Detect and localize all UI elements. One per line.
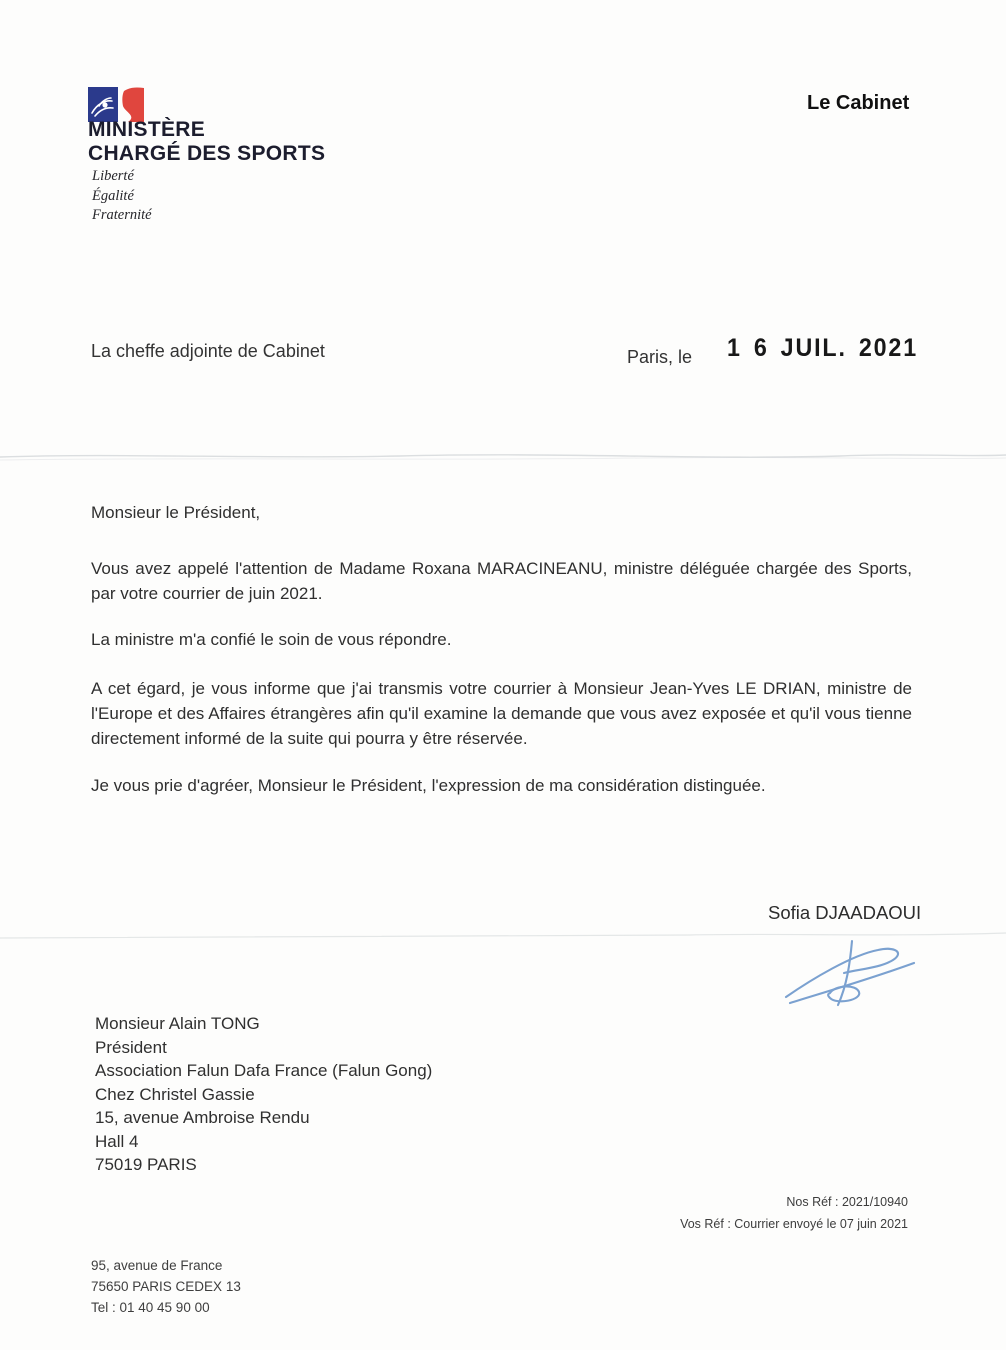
paragraph-2: La ministre m'a confié le soin de vous répondre. xyxy=(91,630,452,649)
date-stamp: 1 6 JUIL. 2021 xyxy=(727,334,919,362)
ministry-name-line2: CHARGÉ DES SPORTS xyxy=(88,142,326,165)
recipient-name: Monsieur Alain TONG xyxy=(95,1014,260,1033)
recipient-address xyxy=(95,1012,432,1177)
recipient-co: Chez Christel Gassie xyxy=(95,1084,255,1104)
paragraph-1: Vous avez appelé l'attention de Madame Roxana MARACINEANU, ministre déléguée chargée des Sports, par votre courrier de juin 2021. xyxy=(91,559,912,603)
reference-yours: Vos Réf : Courrier envoyé le 07 juin 2021 xyxy=(680,1217,908,1231)
recipient-street: 15, avenue Ambroise Rendu xyxy=(95,1108,310,1127)
recipient-org: Association Falun Dafa France (Falun Gong) xyxy=(95,1061,433,1080)
sender-title: La cheffe adjointe de Cabinet xyxy=(91,341,325,361)
ministry-name-line1: MINISTÈRE xyxy=(88,118,206,141)
footer-phone: Tel : 01 40 45 90 00 xyxy=(91,1300,210,1315)
fold-crease-upper xyxy=(0,448,1006,464)
recipient-city: 75019 PARIS xyxy=(95,1155,197,1174)
salutation: Monsieur le Président, xyxy=(91,503,261,522)
closing-formula: Je vous prie d'agréer, Monsieur le Président, l'expression de ma considération distinguée. xyxy=(91,776,766,795)
service-label: Le Cabinet xyxy=(807,92,910,114)
reference-ours: Nos Réf : 2021/10940 xyxy=(786,1195,908,1209)
footer-street: 95, avenue de France xyxy=(91,1258,223,1273)
signer-name: Sofia DJAADAOUI xyxy=(768,902,922,923)
motto-egalite: Égalité xyxy=(92,187,134,204)
recipient-hall: Hall 4 xyxy=(95,1131,139,1151)
ministry-footer-address xyxy=(91,1255,241,1318)
signature-scribble-icon xyxy=(778,933,923,1011)
footer-city: 75650 PARIS CEDEX 13 xyxy=(91,1279,241,1294)
recipient-role: Président xyxy=(95,1037,167,1057)
ministry-name xyxy=(88,118,325,166)
motto-liberte: Liberté xyxy=(92,168,134,184)
republic-motto xyxy=(92,167,152,226)
place-line: Paris, le xyxy=(627,347,693,367)
motto-fraternite: Fraternité xyxy=(92,207,152,223)
paragraph-3: A cet égard, je vous informe que j'ai transmis votre courrier à Monsieur Jean-Yves LE DRIAN, ministre de l'Europe et des Affaires étrangères afin qu'il examine la demande que vous avez exposée et qu'il vous tienne directement informé de la suite qui pourra y être réservée. xyxy=(91,679,912,748)
